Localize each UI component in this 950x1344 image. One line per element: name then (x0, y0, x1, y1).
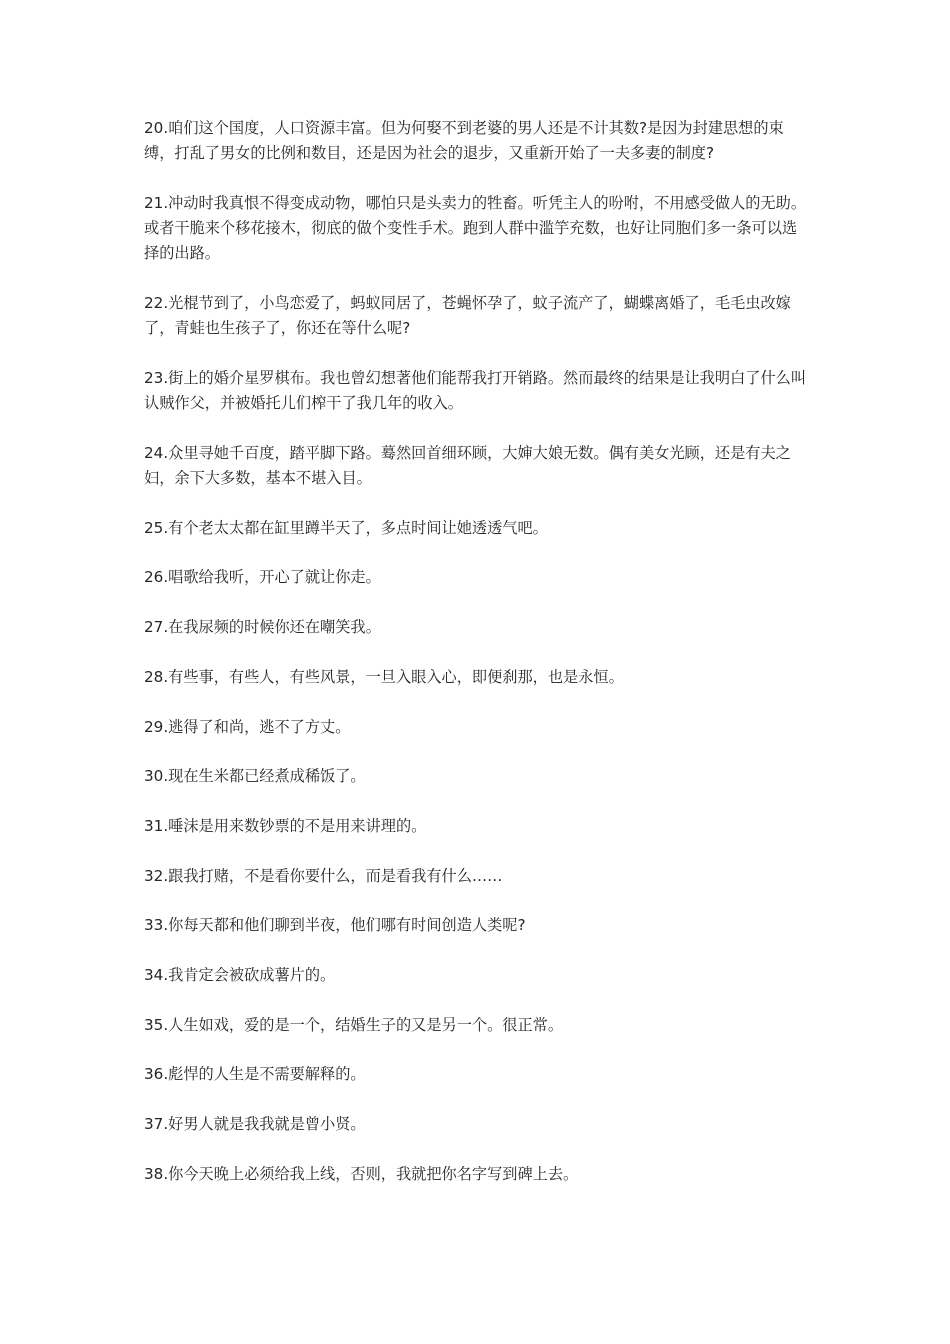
paragraph-23: 23.街上的婚介星罗棋布。我也曾幻想著他们能帮我打开销路。然而最终的结果是让我明白了什么叫认贼作父，并被婚托儿们榨干了我几年的收入。 (144, 368, 807, 413)
paragraph-32: 32.跟我打赌，不是看你要什么，而是看我有什么…… (144, 866, 503, 885)
paragraph-21: 21.冲动时我真恨不得变成动物，哪怕只是头卖力的牲畜。听凭主人的吩咐，不用感受做人的无助。或者干脆来个移花接木，彻底的做个变性手术。跑到人群中滥竽充数，也好让同胞们多一条可以选择的出路。 (144, 193, 807, 263)
paragraph-35: 35.人生如戏，爱的是一个，结婚生子的又是另一个。很正常。 (144, 1015, 564, 1034)
paragraph-38: 38.你今天晚上必须给我上线，否则，我就把你名字写到碑上去。 (144, 1164, 579, 1183)
paragraph-36: 36.彪悍的人生是不需要解释的。 (144, 1065, 366, 1084)
paragraph-37: 37.好男人就是我我就是曾小贤。 (144, 1115, 366, 1134)
document-body (144, 116, 809, 1212)
paragraph-20: 20.咱们这个国度，人口资源丰富。但为何娶不到老婆的男人还是不计其数?是因为封建思想的束缚，打乱了男女的比例和数目，还是因为社会的退步，又重新开始了一夫多妻的制度? (144, 119, 784, 163)
paragraph-29: 29.逃得了和尚，逃不了方丈。 (144, 717, 351, 736)
paragraph-34: 34.我肯定会被砍成薯片的。 (144, 966, 336, 985)
paragraph-25: 25.有个老太太都在缸里蹲半天了，多点时间让她透透气吧。 (144, 518, 548, 537)
paragraph-33: 33.你每天都和他们聊到半夜，他们哪有时间创造人类呢? (144, 916, 526, 935)
paragraph-27: 27.在我尿频的时候你还在嘲笑我。 (144, 618, 381, 637)
paragraph-30: 30.现在生米都已经煮成稀饭了。 (144, 767, 366, 786)
paragraph-24: 24.众里寻她千百度，踏平脚下路。蓦然回首细环顾，大婶大娘无数。偶有美女光顾，还是有夫之妇，余下大多数，基本不堪入目。 (144, 443, 791, 488)
paragraph-28: 28.有些事，有些人，有些风景，一旦入眼入心，即便刹那，也是永恒。 (144, 667, 624, 686)
paragraph-26: 26.唱歌给我听，开心了就让你走。 (144, 568, 381, 587)
paragraph-31: 31.唾沫是用来数钞票的不是用来讲理的。 (144, 816, 427, 835)
paragraph-22: 22.光棍节到了，小鸟恋爱了，蚂蚁同居了，苍蝇怀孕了，蚊子流产了，蝴蝶离婚了，毛毛虫改嫁了，青蛙也生孩子了，你还在等什么呢? (144, 294, 791, 338)
